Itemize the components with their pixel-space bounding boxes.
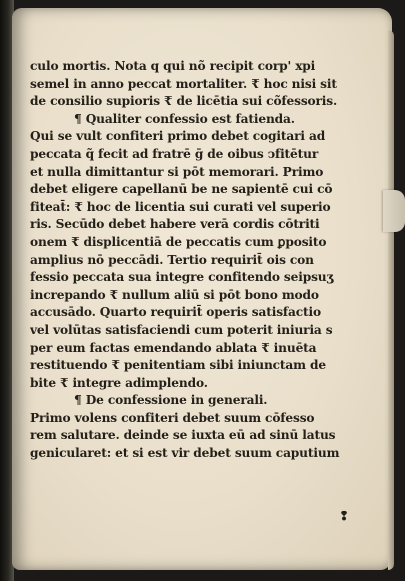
page-edge [388, 30, 394, 570]
text-line: ris. Secūdo debet habere verā cordis cōtriti [30, 217, 320, 232]
text-line: genicularet: et si est vir debet suum caputium [30, 446, 340, 461]
text-line: de consilio supioris ₹ de licētia sui cõfessoris. [30, 94, 338, 109]
text-line: Primo volens confiteri debet suum cōfesso [30, 410, 315, 425]
text-line: semel in anno peccat mortaliter. ₹ hoc nisi sit [30, 76, 337, 91]
text-line: fessio peccata sua integre confitendo seipsuʒ [30, 270, 334, 285]
text-line: increpando ₹ nullum aliū si pōt bono modo [30, 287, 319, 302]
text-line: per eum factas emendando ablata ₹ inuēta [30, 340, 317, 355]
text-line: onem ₹ displicentiā de peccatis cum ꝑposito [30, 234, 327, 249]
text-line: fiteat̄: ₹ hoc de licentia sui curati vel superio [30, 199, 331, 214]
text-line: bite ₹ integre adimplendo. [30, 375, 208, 390]
text-line: accusādo. Quarto requirit̄ operis satisfactio [30, 305, 321, 320]
text-line: restituendo ₹ penitentiam sibi iniunctam de [30, 358, 326, 373]
text-line: amplius nō peccādi. Tertio requirit̄ ois con [30, 252, 314, 267]
text-line: vel volūtas satisfaciendi cum poterit iniuria s [30, 322, 333, 337]
text-line: rem salutare. deinde se iuxta eū ad sinū latus [30, 428, 336, 443]
section-heading: ¶ Qualiter confessio est fatienda. [74, 111, 295, 126]
text-line: Qui se vult confiteri primo debet cogitari ad [30, 129, 326, 144]
page-tab [383, 190, 405, 232]
section-heading: ¶ De confessione in generali. [74, 393, 268, 408]
page-mark: ❢ [339, 509, 350, 523]
text-line: debet eligere capellanū be ne sapientē cui cō [30, 182, 333, 197]
text-line: peccata q̃ fecit ad fratrē ḡ de oibus ↄfitētur [30, 146, 319, 161]
text-line: et nulla dimittantur si pōt memorari. Primo [30, 164, 324, 179]
page-text [30, 58, 382, 463]
text-line: culo mortis. Nota q qui nõ recipit corp' xpi [30, 59, 316, 73]
